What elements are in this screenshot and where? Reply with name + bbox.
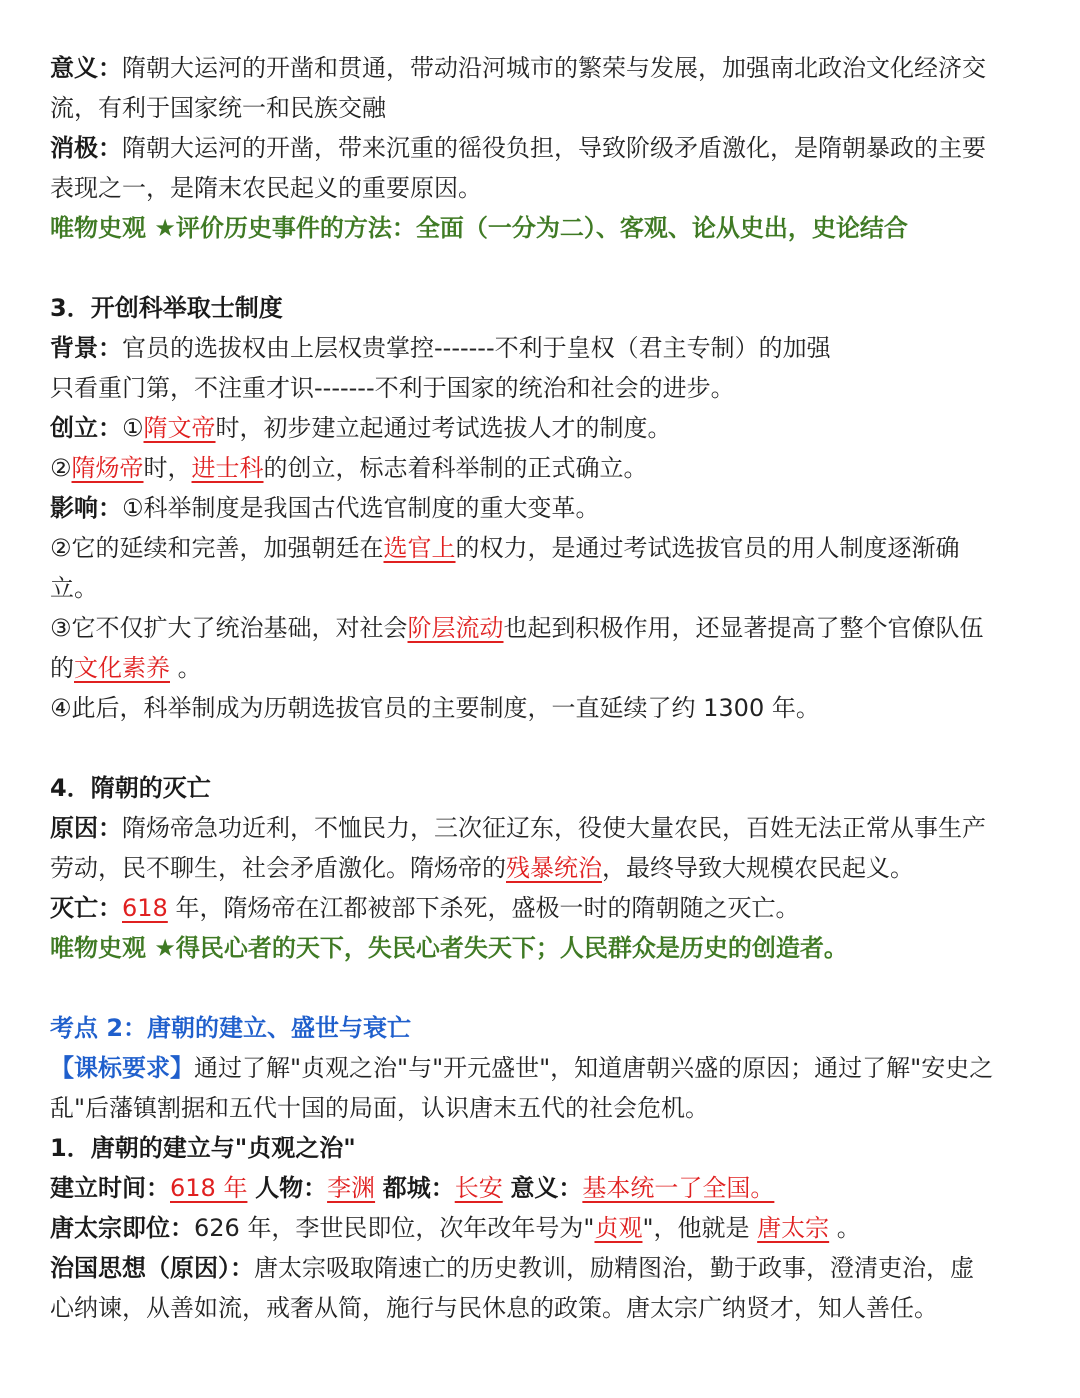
impact-text-2b: 的权力，是通过考试选拔官员的用人制度逐渐确 (455, 534, 960, 562)
cause-text-2a: 劳动，民不聊生，社会矛盾激化。隋炀帝的 (50, 854, 506, 882)
significance-label: 意义： (50, 54, 122, 82)
background-label: 背景： (50, 334, 122, 362)
taizong-accession-line (50, 1208, 1030, 1248)
keju-background-line (50, 328, 1030, 368)
cause-text-2b: ，最终导致大规模农民起义。 (602, 854, 914, 882)
highlight-618: 618 (122, 894, 168, 922)
person-label: 人物： (255, 1174, 328, 1202)
governance-line-2: 心纳谏，从善如流，戒奢从简，施行与民休息的政策。唐太宗广纳贤才，知人善任。 (50, 1294, 938, 1322)
highlight-618-year: 618 年 (170, 1174, 248, 1202)
keju-impact-line-2b: 立。 (50, 574, 98, 602)
accession-label: 唐太宗即位： (50, 1214, 194, 1242)
curriculum-label: 【课标要求】 (50, 1054, 194, 1082)
cause-text: 隋炀帝急功近利，不恤民力，三次征辽东，役使大量农民，百姓无法正常从事生产 (122, 814, 986, 842)
sui-fall-heading: 4．隋朝的灭亡 (50, 774, 211, 802)
highlight-zhenguan: 贞观 (594, 1214, 643, 1242)
impact-text-3c: 的 (50, 654, 74, 682)
highlight-wenhua: 文化素养 (74, 654, 170, 682)
keju-impact-line (50, 488, 1030, 528)
tang-founding-facts-line (50, 1168, 1030, 1208)
keju-impact-line-2 (50, 528, 1030, 568)
accession-text-b: "，他就是 (642, 1214, 758, 1242)
end-text: 年，隋炀帝在江都被部下杀死，盛极一时的隋朝随之灭亡。 (167, 894, 800, 922)
keju-background-line-2: 只看重门第，不注重才识-------不利于国家的统治和社会的进步。 (50, 374, 735, 402)
governance-line (50, 1248, 1030, 1288)
impact-text-2a: ②它的延续和完善，加强朝廷在 (50, 534, 384, 562)
keju-founding-line-2 (50, 448, 1030, 488)
governance-text: 唐太宗吸取隋速亡的历史教训，励精图治，勤于政事，澄清吏治，虚 (254, 1254, 974, 1282)
founding-text-2b: 的创立，标志着科举制的正式确立。 (263, 454, 648, 482)
tang-founding-heading: 1．唐朝的建立与"贞观之治" (50, 1134, 356, 1162)
curriculum-line-2: 乱"后藩镇割据和五代十国的局面，认识唐末五代的社会危机。 (50, 1094, 710, 1122)
impact-text-1: ①科举制度是我国古代选官制度的重大变革。 (122, 494, 600, 522)
sui-fall-cause-line-2 (50, 848, 1030, 888)
highlight-jinshi: 进士科 (191, 454, 264, 482)
capital-label: 都城： (382, 1174, 455, 1202)
impact-label: 影响： (50, 494, 122, 522)
canal-negative-line (50, 128, 1030, 168)
materialism-note-2: 唯物史观 ★得民心者的天下，失民心者失天下；人民群众是历史的创造者。 (50, 934, 848, 962)
founding-label: 创立： (50, 414, 122, 442)
highlight-unify: 基本统一了全国。 (582, 1174, 775, 1202)
negative-label: 消极： (50, 134, 122, 162)
canal-significance-line (50, 48, 1030, 88)
highlight-sui-yangdi: 隋炀帝 (71, 454, 144, 482)
highlight-xuanguan: 选官上 (383, 534, 456, 562)
accession-text-c: 。 (829, 1214, 861, 1242)
cause-label: 原因： (50, 814, 122, 842)
significance-text: 隋朝大运河的开凿和贯通，带动沿河城市的繁荣与发展，加强南北政治文化经济交 (122, 54, 986, 82)
significance-text-2: 流，有利于国家统一和民族交融 (50, 94, 386, 122)
founding-text-1: 时，初步建立起通过考试选拔人才的制度。 (215, 414, 672, 442)
meaning-label: 意义： (510, 1174, 583, 1202)
time-label: 建立时间： (50, 1174, 170, 1202)
keju-founding-line (50, 408, 1030, 448)
end-label: 灭亡： (50, 894, 122, 922)
highlight-taizong: 唐太宗 (757, 1214, 830, 1242)
keju-impact-line-3b (50, 648, 1030, 688)
highlight-changan: 长安 (454, 1174, 503, 1202)
curriculum-line (50, 1048, 1030, 1088)
negative-text: 隋朝大运河的开凿，带来沉重的徭役负担，导致阶级矛盾激化，是隋朝暴政的主要 (122, 134, 986, 162)
impact-text-3d: 。 (170, 654, 202, 682)
background-text: 官员的选拔权由上层权贵掌控-------不利于皇权（君主专制）的加强 (122, 334, 831, 362)
highlight-liyuan: 李渊 (327, 1174, 376, 1202)
highlight-jieceng: 阶层流动 (407, 614, 504, 642)
keju-heading: 3．开创科举取士制度 (50, 294, 283, 322)
highlight-sui-wendi: 隋文帝 (143, 414, 216, 442)
highlight-canbao: 残暴统治 (506, 854, 602, 882)
negative-text-2: 表现之一，是隋末农民起义的重要原因。 (50, 174, 482, 202)
impact-text-3a: ③它不仅扩大了统治基础，对社会 (50, 614, 408, 642)
impact-text-3b: 也起到积极作用，还显著提高了整个官僚队伍 (503, 614, 984, 642)
keju-impact-line-3 (50, 608, 1030, 648)
founding-num-2: ② (50, 454, 72, 482)
sui-fall-cause-line (50, 808, 1030, 848)
governance-label: 治国思想（原因）： (50, 1254, 254, 1282)
canal-negative-line-2 (50, 168, 1030, 208)
keju-impact-line-4: ④此后，科举制成为历朝选拔官员的主要制度，一直延续了约 1300 年。 (50, 694, 820, 722)
curriculum-text: 通过了解"贞观之治"与"开元盛世"，知道唐朝兴盛的原因；通过了解"安史之 (194, 1054, 994, 1082)
accession-text-a: 626 年，李世民即位，次年改年号为" (194, 1214, 595, 1242)
kaodian-heading: 考点 2：唐朝的建立、盛世与衰亡 (50, 1014, 412, 1042)
founding-num-1: ① (122, 414, 144, 442)
canal-significance-line-2 (50, 88, 1030, 128)
founding-text-2a: 时， (143, 454, 192, 482)
materialism-note-1: 唯物史观 ★评价历史事件的方法：全面（一分为二）、客观、论从史出，史论结合 (50, 214, 908, 242)
sui-fall-end-line (50, 888, 1030, 928)
